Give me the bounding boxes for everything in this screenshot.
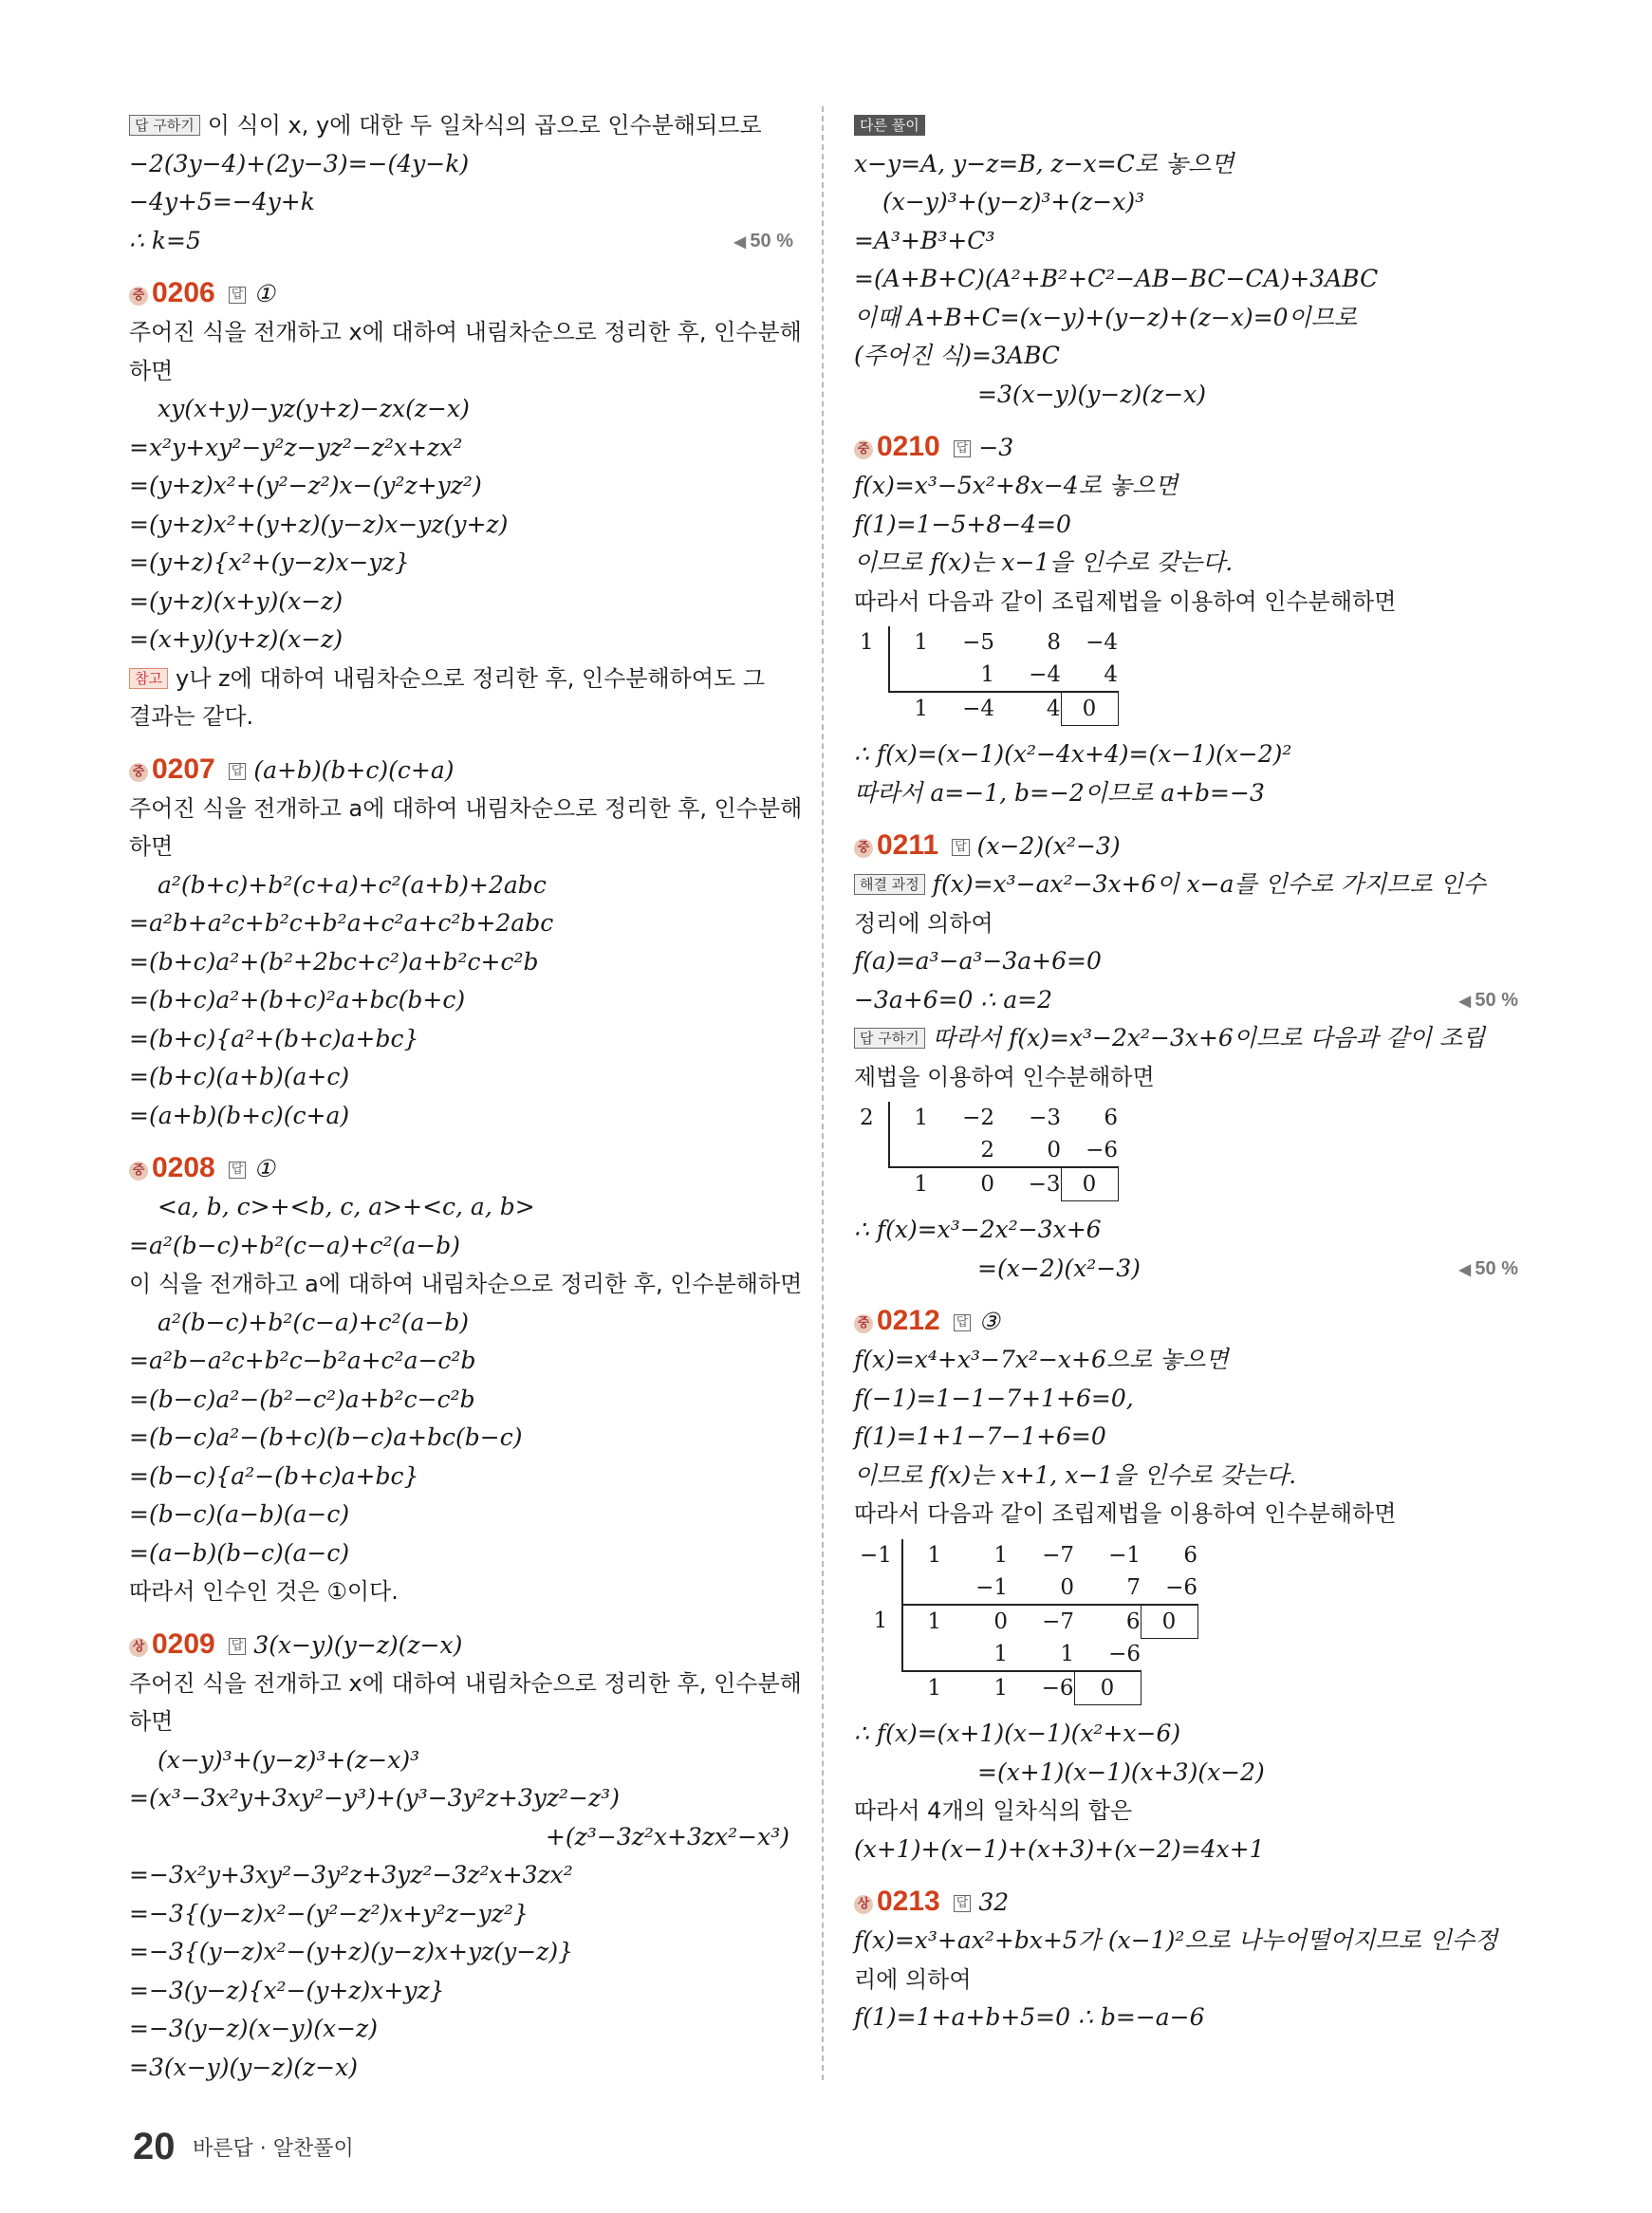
- math-result: [854, 1250, 1518, 1289]
- question-number: 0208: [152, 1152, 215, 1183]
- question-number: 0209: [152, 1627, 215, 1660]
- math-line: xy(x+y)−yz(y+z)−zx(z−x): [158, 395, 470, 422]
- footer-title: 바른답 · 알찬풀이: [192, 2137, 354, 2161]
- question-header-0213: [854, 1882, 1518, 1922]
- math-line: (x+1)+(x−1)+(x+3)+(x−2)=4x+1: [854, 1834, 1265, 1863]
- answer-value: ①: [253, 1155, 275, 1182]
- difficulty-badge: 중: [854, 440, 873, 459]
- math-line: =−3(y−z)(x−y)(x−z): [129, 2015, 378, 2042]
- sd-remainder: 0: [1141, 1605, 1197, 1639]
- math-line: =3(x−y)(y−z)(z−x): [129, 2053, 359, 2081]
- column-divider: [822, 106, 824, 2080]
- sd-cell: 1: [993, 1542, 1008, 1568]
- sd-cell: −7: [1042, 1542, 1074, 1568]
- sd-cell: −4: [1086, 630, 1118, 655]
- math-line: =−3x²y+3xy²−3y²z+3yz²−3z²x+3zx²: [129, 1861, 573, 1888]
- sd-cell: 1: [902, 1539, 941, 1571]
- sd-cell: −4: [1029, 662, 1061, 687]
- sd-cell: 1: [902, 1671, 941, 1705]
- explanation-text: 따라서 인수인 것은 ①이다.: [129, 1578, 399, 1605]
- score-percent: ◀ 50 %: [1459, 1250, 1518, 1291]
- math-line: =(b+c)(a+b)(a+c): [129, 1063, 350, 1090]
- difficulty-badge: 중: [129, 763, 148, 782]
- explanation-text: 따라서 다음과 같이 조립제법을 이용하여 인수분해하면: [854, 1500, 1397, 1527]
- math-line: =(b+c){a²+(b+c)a+bc}: [129, 1024, 419, 1052]
- math-line: =−3{(y−z)x²−(y+z)(y−z)x+yz(y−z)}: [129, 1938, 574, 1965]
- sd-remainder: 0: [1061, 1167, 1118, 1201]
- math-line: f(1)=1+a+b+5=0 ∴ b=−a−6: [854, 2003, 1205, 2031]
- math-line: −3a+6=0 ∴ a=2: [854, 985, 1053, 1014]
- math-line: =(y+z)(x+y)(x−z): [129, 586, 343, 615]
- answer-step-line: [854, 1019, 1518, 1058]
- math-line: ∴ f(x)=(x+1)(x−1)(x²+x−6): [854, 1720, 1181, 1747]
- math-line: =(b−c){a²−(b+c)a+bc}: [129, 1461, 419, 1490]
- sd-cell: 6: [1104, 1106, 1118, 1130]
- intro-line: −4y+5=−4y+k: [129, 188, 315, 215]
- alt-solution-tag: 다른 풀이: [854, 115, 925, 136]
- explanation-text: 따라서 4개의 일차식의 합은: [854, 1797, 1133, 1824]
- math-line: f(x)=x⁴+x³−7x²−x+6으로 놓으면: [854, 1346, 1229, 1373]
- math-line: (x−y)³+(y−z)³+(z−x)³: [882, 188, 1145, 215]
- math-line: a²(b+c)+b²(c+a)+c²(a+b)+2abc: [158, 870, 547, 899]
- sd-cell: 0: [1060, 1574, 1074, 1600]
- difficulty-badge: 중: [129, 287, 148, 306]
- math-line: f(1)=1−5+8−4=0: [854, 510, 1071, 538]
- sd-cell: 2: [980, 1138, 994, 1162]
- sd-cell: −4: [928, 692, 994, 726]
- score-percent: ◀ 50 %: [1459, 981, 1518, 1022]
- difficulty-badge: 상: [854, 1895, 873, 1914]
- explanation-text: 주어진 식을 전개하고 x에 대하여 내림차순으로 정리한 후, 인수분해: [129, 1669, 802, 1697]
- math-line: x−y=A, y−z=B, z−x=C로 놓으면: [854, 149, 1234, 177]
- math-result: [854, 981, 1518, 1020]
- intro-statement: [129, 106, 793, 145]
- sd-cell: 1: [889, 692, 928, 726]
- explanation-text: 주어진 식을 전개하고 x에 대하여 내림차순으로 정리한 후, 인수분해: [129, 319, 802, 345]
- answer-label: 답: [952, 839, 970, 856]
- sd-cell: −6: [1008, 1671, 1074, 1705]
- question-header-0210: [854, 427, 1518, 467]
- explanation-text: 하면: [129, 357, 174, 384]
- sd-cell: −7: [1008, 1605, 1074, 1639]
- sd-cell: 1: [889, 1167, 928, 1201]
- sd-cell: −6: [1108, 1642, 1141, 1666]
- explanation-text: 제법을 이용하여 인수분해하면: [854, 1063, 1155, 1090]
- sd-cell: −1: [1108, 1542, 1141, 1568]
- sd-cell: 0: [941, 1605, 1008, 1639]
- explanation-text: 리에 의하여: [854, 1965, 972, 1993]
- sd-cell: 1: [941, 1671, 1008, 1705]
- math-line: f(x)=x³+ax²+bx+5가 (x−1)²으로 나누어떨어지므로 인수정: [854, 1926, 1498, 1954]
- math-line: =(b+c)a²+(b²+2bc+c²)a+b²c+c²b: [129, 947, 539, 976]
- question-header-0209: [129, 1625, 793, 1664]
- answer-value: ③: [978, 1308, 1000, 1335]
- score-percent: ◀ 50 %: [734, 222, 793, 263]
- intro-line: ∴ k=5: [129, 226, 201, 254]
- sd-root: 2: [860, 1106, 874, 1130]
- math-line: =(A+B+C)(A²+B²+C²−AB−BC−CA)+3ABC: [854, 265, 1379, 292]
- math-line: =x²y+xy²−y²z−yz²−z²x+zx²: [129, 433, 463, 461]
- math-line: a²(b−c)+b²(c−a)+c²(a−b): [158, 1308, 470, 1336]
- sd-cell: 1: [889, 1102, 928, 1134]
- math-line: f(a)=a³−a³−3a+6=0: [854, 947, 1102, 975]
- sd-cell: −3: [994, 1167, 1061, 1201]
- sd-cell: 1: [889, 626, 928, 659]
- answer-label: 답: [954, 1895, 972, 1912]
- answer-value: (a+b)(b+c)(c+a): [253, 755, 455, 784]
- math-line: ∴ f(x)=x³−2x²−3x+6: [854, 1216, 1102, 1243]
- sd-cell: 7: [1126, 1574, 1141, 1600]
- right-column: [854, 106, 1518, 2037]
- answer-label: 답: [954, 440, 972, 457]
- math-text: f(x)=x³−ax²−3x+6이 x−a를 인수로 가지므로 인수: [932, 870, 1486, 898]
- sd-cell: −2: [962, 1106, 994, 1130]
- math-line: =(x+1)(x−1)(x+3)(x−2): [977, 1757, 1265, 1786]
- math-line: =a²b+a²c+b²c+b²a+c²a+c²b+2abc: [129, 909, 554, 937]
- answer-step-tag: 답 구하기: [854, 1028, 925, 1049]
- process-line: [854, 865, 1518, 904]
- math-line: =a²b−a²c+b²c−b²a+c²a−c²b: [129, 1347, 476, 1374]
- sd-cell: 6: [1183, 1542, 1197, 1568]
- answer-value: (x−2)(x²−3): [976, 832, 1121, 860]
- answer-label: 답: [229, 1162, 247, 1179]
- question-header-0212: [854, 1301, 1518, 1341]
- explanation-text: 주어진 식을 전개하고 a에 대하여 내림차순으로 정리한 후, 인수분해: [129, 794, 803, 822]
- difficulty-badge: 중: [129, 1162, 148, 1181]
- math-line: =a²(b−c)+b²(c−a)+c²(a−b): [129, 1231, 460, 1259]
- synthetic-division-table: [860, 1539, 1198, 1706]
- math-line: =−3(y−z){x²−(y+z)x+yz}: [129, 1976, 445, 2004]
- math-line: +(z³−3z²x+3zx²−x³): [545, 1822, 789, 1850]
- intro-result: [129, 222, 793, 261]
- answer-value: −3: [978, 434, 1014, 461]
- note-tag: 참고: [129, 668, 168, 689]
- answer-label: 답: [229, 287, 247, 304]
- answer-value: ①: [253, 280, 275, 307]
- sd-cell: 6: [1074, 1605, 1141, 1639]
- question-number: 0213: [877, 1886, 940, 1917]
- question-header-0208: [129, 1148, 793, 1188]
- math-line: =(b+c)a²+(b+c)²a+bc(b+c): [129, 986, 466, 1014]
- sd-cell: −6: [1086, 1138, 1118, 1162]
- sd-root: 1: [873, 1609, 888, 1634]
- sd-root: −1: [860, 1542, 892, 1568]
- sd-cell: 1: [1060, 1642, 1074, 1666]
- math-line: f(1)=1+1−7−1+6=0: [854, 1423, 1106, 1450]
- explanation-text: 하면: [129, 833, 174, 860]
- math-line: =(b−c)(a−b)(a−c): [129, 1500, 350, 1528]
- math-line: =A³+B³+C³: [854, 226, 995, 254]
- math-line: f(x)=x³−5x²+8x−4로 놓으면: [854, 472, 1179, 499]
- question-header-0206: [129, 273, 793, 313]
- sd-cell: −5: [962, 630, 994, 655]
- question-number: 0206: [152, 277, 215, 308]
- math-line: =(a−b)(b−c)(a−c): [129, 1538, 350, 1567]
- answer-label: 답: [229, 763, 247, 780]
- math-line: 이므로 f(x)는 x+1, x−1을 인수로 갖는다.: [854, 1460, 1297, 1489]
- answer-label: 답: [229, 1638, 247, 1655]
- page-number: 20: [133, 2126, 176, 2167]
- math-line: (x−y)³+(y−z)³+(z−x)³: [158, 1745, 420, 1774]
- math-line: <a, b, c>+<b, c, a>+<c, a, b>: [158, 1193, 535, 1220]
- page-footer: [133, 2126, 354, 2168]
- explanation-text: 정리에 의하여: [854, 909, 993, 937]
- math-line: =(x−2)(x²−3): [977, 1254, 1141, 1282]
- math-line: =(y+z){x²+(y−z)x−yz}: [129, 549, 410, 576]
- math-text: 따라서 f(x)=x³−2x²−3x+6이므로 다음과 같이 조립: [932, 1024, 1486, 1051]
- math-line: =−3{(y−z)x²−(y²−z²)x+y²z−yz²}: [129, 1899, 529, 1927]
- math-line: =(y+z)x²+(y+z)(y−z)x−yz(y+z): [129, 510, 509, 538]
- explanation-text: 따라서 다음과 같이 조립제법을 이용하여 인수분해하면: [854, 587, 1397, 615]
- math-line: 따라서 a=−1, b=−2이므로 a+b=−3: [854, 778, 1265, 807]
- question-number: 0212: [877, 1305, 940, 1336]
- question-number: 0210: [877, 431, 940, 462]
- sd-cell: 4: [994, 692, 1061, 726]
- math-line: (주어진 식)=3ABC: [854, 342, 1060, 369]
- alt-solution-header: [854, 106, 1518, 145]
- left-column: [129, 106, 803, 2087]
- question-header-0207: [129, 750, 793, 790]
- sd-cell: 4: [1104, 662, 1118, 687]
- math-line: =(y+z)x²+(y²−z²)x−(y²z+yz²): [129, 472, 482, 499]
- difficulty-badge: 중: [854, 1314, 873, 1333]
- sd-cell: 1: [902, 1605, 941, 1639]
- math-line: 이때 A+B+C=(x−y)+(y−z)+(z−x)=0이므로: [854, 303, 1357, 331]
- intro-text: 이 식이 x, y에 대한 두 일차식의 곱으로 인수분해되므로: [207, 112, 762, 139]
- note-text: y나 z에 대하여 내림차순으로 정리한 후, 인수분해하여도 그: [175, 664, 766, 692]
- explanation-text: 이 식을 전개하고 a에 대하여 내림차순으로 정리한 후, 인수분해하면: [129, 1271, 803, 1297]
- synthetic-division-table: [860, 626, 1119, 726]
- sd-cell: 8: [1047, 630, 1061, 655]
- sd-remainder: 0: [1061, 692, 1118, 726]
- note-text: 결과는 같다.: [129, 703, 254, 730]
- math-line: ∴ f(x)=(x−1)(x²−4x+4)=(x−1)(x−2)²: [854, 740, 1292, 768]
- sd-root: 1: [860, 630, 874, 655]
- question-header-0211: [854, 826, 1518, 865]
- sd-cell: 0: [1047, 1138, 1061, 1162]
- question-number: 0207: [152, 753, 215, 785]
- sd-cell: −1: [975, 1574, 1008, 1600]
- process-tag: 해결 과정: [854, 874, 925, 895]
- intro-line: −2(3y−4)+(2y−3)=−(4y−k): [129, 149, 470, 177]
- math-line: =(x+y)(y+z)(x−z): [129, 625, 343, 653]
- answer-value: 32: [978, 1888, 1010, 1916]
- answer-label: 답: [954, 1314, 972, 1331]
- sd-cell: 1: [980, 662, 994, 687]
- difficulty-badge: 중: [854, 839, 873, 858]
- sd-remainder: 0: [1074, 1671, 1141, 1705]
- math-line: =3(x−y)(y−z)(z−x): [977, 380, 1207, 408]
- math-line: f(−1)=1−1−7+1+6=0,: [854, 1384, 1134, 1412]
- explanation-text: 하면: [129, 1708, 174, 1735]
- answer-value: 3(x−y)(y−z)(z−x): [253, 1630, 463, 1659]
- difficulty-badge: 상: [129, 1638, 148, 1657]
- math-line: 이므로 f(x)는 x−1을 인수로 갖는다.: [854, 549, 1234, 576]
- sd-cell: 1: [993, 1642, 1008, 1666]
- math-line: =(b−c)a²−(b+c)(b−c)a+bc(b−c): [129, 1423, 523, 1451]
- sd-cell: −6: [1165, 1574, 1197, 1600]
- synthetic-division-table: [860, 1102, 1119, 1201]
- answer-step-tag: 답 구하기: [129, 115, 200, 136]
- math-line: =(a+b)(b+c)(c+a): [129, 1101, 350, 1129]
- math-line: =(x³−3x²y+3xy²−y³)+(y³−3y²z+3yz²−z³): [129, 1784, 620, 1812]
- sd-cell: 0: [928, 1167, 994, 1201]
- sd-cell: −3: [1029, 1106, 1061, 1130]
- note: [129, 660, 793, 698]
- math-line: =(b−c)a²−(b²−c²)a+b²c−c²b: [129, 1385, 475, 1413]
- question-number: 0211: [877, 829, 939, 861]
